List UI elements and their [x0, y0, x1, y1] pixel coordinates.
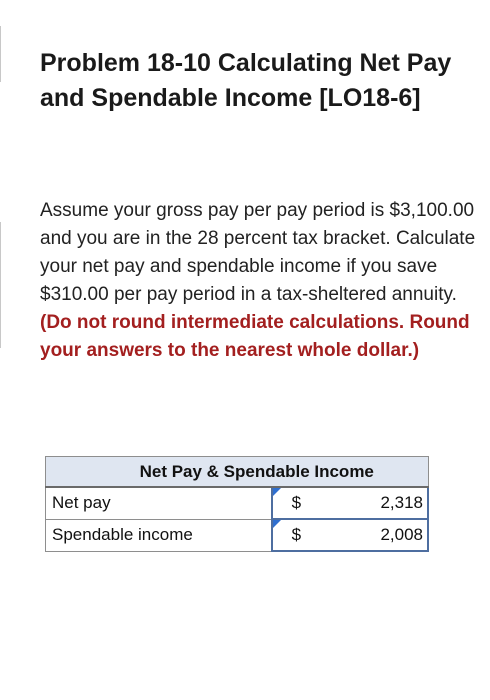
problem-instruction: (Do not round intermediate calculations. Round your answers to the nearest whole dollar.): [40, 312, 470, 361]
spendable-income-value: 2,008: [380, 525, 423, 544]
net-pay-value: 2,318: [380, 493, 423, 512]
spendable-income-input[interactable]: [272, 519, 428, 551]
table-row: [46, 487, 429, 519]
cell-marker-icon: [273, 520, 281, 528]
edge-divider: [0, 222, 1, 348]
problem-body: Assume your gross pay per pay period is $3,100.00 and you are in the 28 percent tax bracket. Calculate your net pay and spendable income if you save $310.00 per pay period in a tax-sheltered annuity.: [40, 200, 476, 305]
table-row: [46, 519, 429, 551]
problem-statement: [40, 197, 480, 365]
net-pay-input[interactable]: [272, 487, 428, 519]
cell-marker-icon: [273, 488, 281, 496]
net-pay-label: Net pay: [46, 487, 272, 519]
problem-title: Problem 18-10 Calculating Net Pay and Spendable Income [LO18-6]: [40, 49, 452, 112]
currency-symbol: $: [291, 525, 302, 544]
answer-table: [45, 456, 429, 552]
currency-symbol: $: [291, 493, 302, 512]
spendable-income-label: Spendable income: [46, 519, 272, 551]
table-header: Net Pay & Spendable Income: [46, 457, 429, 488]
edge-divider: [0, 26, 1, 82]
